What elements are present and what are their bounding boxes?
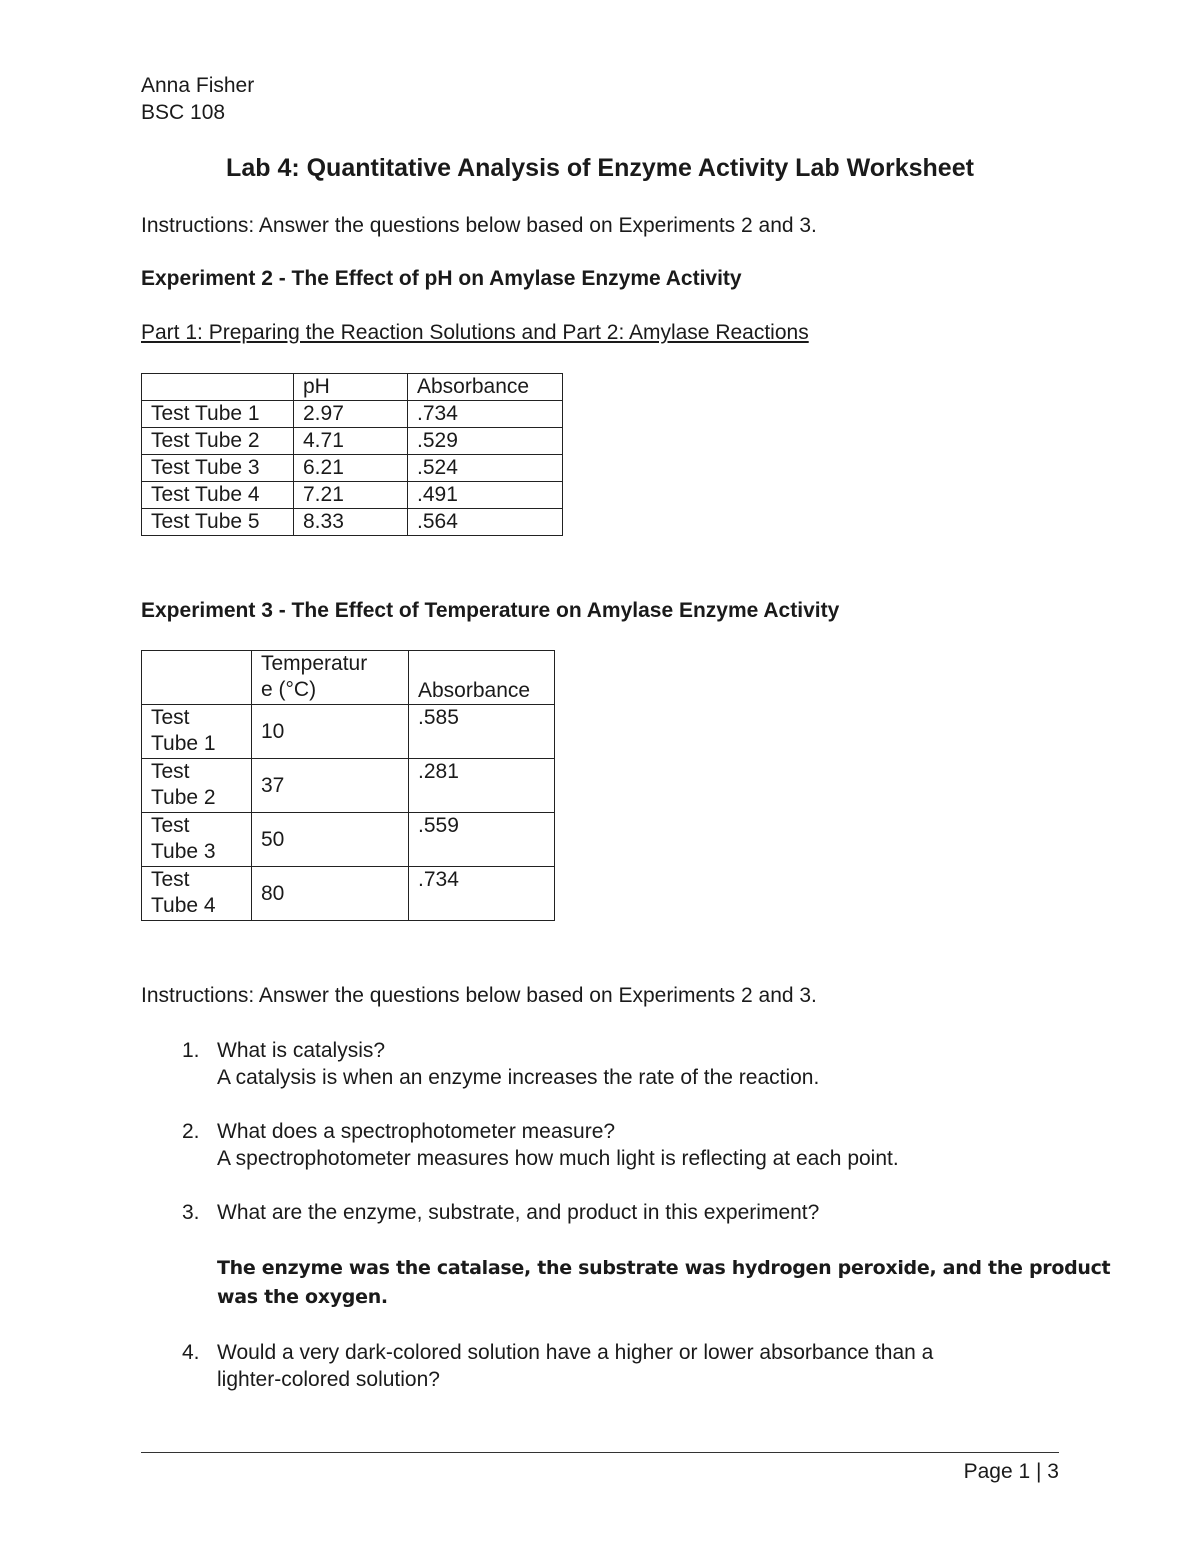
table-row: [142, 455, 563, 482]
table-header-row: [142, 651, 555, 705]
table-cell: [142, 867, 252, 921]
table-row: [142, 428, 563, 455]
table-cell: .734: [409, 867, 555, 921]
table-cell: 6.21: [294, 455, 408, 482]
ph-table: [141, 373, 563, 536]
header-text-line: e (°C): [261, 678, 317, 701]
table-cell: 80: [252, 867, 409, 921]
cell-text-line: Tube 2: [151, 786, 216, 809]
experiment3-heading: Experiment 3 - The Effect of Temperature on Amylase Enzyme Activity: [141, 599, 840, 622]
instructions-bottom: Instructions: Answer the questions below based on Experiments 2 and 3.: [141, 984, 817, 1007]
cell-text-line: Test: [151, 868, 190, 891]
table-cell: 4.71: [294, 428, 408, 455]
table-cell: 2.97: [294, 401, 408, 428]
table-header-cell: Absorbance: [409, 651, 555, 705]
experiment2-part-label: Part 1: Preparing the Reaction Solutions and Part 2: Amylase Reactions: [141, 321, 809, 344]
table-cell: Test Tube 5: [142, 509, 294, 536]
table-cell: .564: [408, 509, 563, 536]
table-cell: .559: [409, 813, 555, 867]
table-cell: [142, 759, 252, 813]
student-name: Anna Fisher: [141, 74, 255, 97]
cell-text-line: Tube 1: [151, 732, 216, 755]
cell-text-line: Test: [151, 760, 190, 783]
course-code: BSC 108: [141, 101, 226, 124]
question-text: Would a very dark-colored solution have a higher or lower absorbance than a: [217, 1341, 934, 1364]
question-number: 3.: [182, 1201, 200, 1224]
question-text: What does a spectrophotometer measure?: [217, 1120, 616, 1143]
table-cell: 10: [252, 705, 409, 759]
table-header-row: [142, 374, 563, 401]
table-row: [142, 813, 555, 867]
cell-text-line: Test: [151, 814, 190, 837]
page-number: Page 1 | 3: [963, 1460, 1059, 1483]
page-title: Lab 4: Quantitative Analysis of Enzyme Activity Lab Worksheet: [226, 154, 974, 182]
footer-divider: [141, 1452, 1059, 1453]
table-header-cell: Absorbance: [408, 374, 563, 401]
question-number: 4.: [182, 1341, 200, 1364]
table-row: [142, 705, 555, 759]
table-cell: 50: [252, 813, 409, 867]
table-cell: Test Tube 2: [142, 428, 294, 455]
cell-text-line: Tube 4: [151, 894, 216, 917]
table-cell: 8.33: [294, 509, 408, 536]
question-number: 1.: [182, 1039, 200, 1062]
table-cell: 7.21: [294, 482, 408, 509]
answer-text: A spectrophotometer measures how much light is reflecting at each point.: [217, 1147, 899, 1170]
answer-text: was the oxygen.: [217, 1286, 388, 1308]
table-cell: .529: [408, 428, 563, 455]
table-cell: .585: [409, 705, 555, 759]
table-row: [142, 482, 563, 509]
table-row: [142, 509, 563, 536]
table-header-cell: [142, 651, 252, 705]
question-text: What are the enzyme, substrate, and product in this experiment?: [217, 1201, 820, 1224]
instructions-top: Instructions: Answer the questions below based on Experiments 2 and 3.: [141, 214, 817, 237]
table-cell: .734: [408, 401, 563, 428]
table-cell: [142, 705, 252, 759]
experiment2-heading: Experiment 2 - The Effect of pH on Amylase Enzyme Activity: [141, 267, 742, 290]
answer-text: A catalysis is when an enzyme increases the rate of the reaction.: [217, 1066, 820, 1089]
table-row: [142, 401, 563, 428]
question-text: lighter-colored solution?: [217, 1368, 440, 1391]
table-cell: .524: [408, 455, 563, 482]
question-text: What is catalysis?: [217, 1039, 386, 1062]
table-header-cell: [252, 651, 409, 705]
table-cell: [142, 813, 252, 867]
table-cell: Test Tube 4: [142, 482, 294, 509]
temperature-table: [141, 650, 555, 921]
header-text-line: Temperatur: [261, 652, 368, 675]
table-cell: 37: [252, 759, 409, 813]
answer-text: The enzyme was the catalase, the substrate was hydrogen peroxide, and the product: [217, 1257, 1111, 1279]
table-cell: .281: [409, 759, 555, 813]
table-cell: .491: [408, 482, 563, 509]
cell-text-line: Tube 3: [151, 840, 216, 863]
table-row: [142, 867, 555, 921]
table-row: [142, 759, 555, 813]
question-number: 2.: [182, 1120, 200, 1143]
table-header-cell: pH: [294, 374, 408, 401]
table-cell: Test Tube 3: [142, 455, 294, 482]
cell-text-line: Test: [151, 706, 190, 729]
table-cell: Test Tube 1: [142, 401, 294, 428]
table-header-cell: [142, 374, 294, 401]
